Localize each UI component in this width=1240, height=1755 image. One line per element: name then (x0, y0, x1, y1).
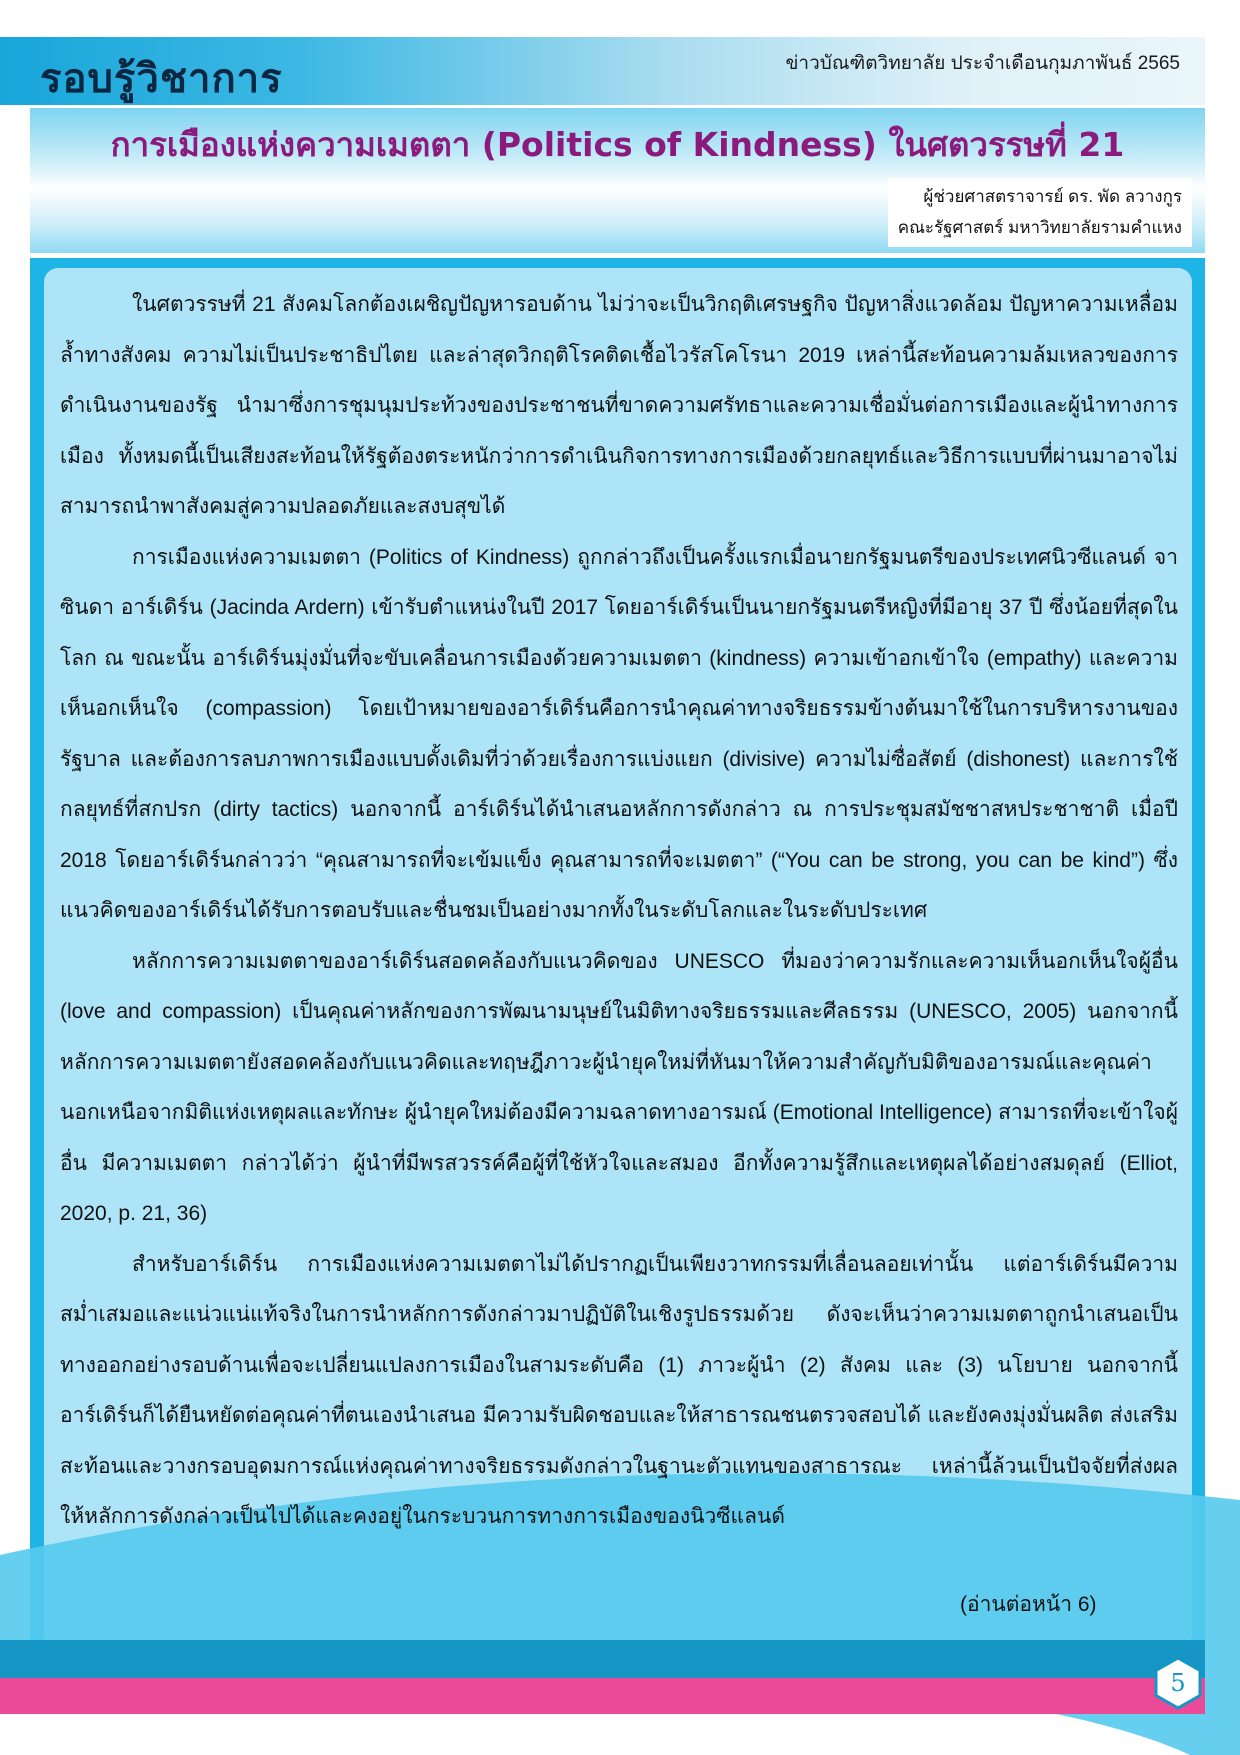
paragraph: ในศตวรรษที่ 21 สังคมโลกต้องเผชิญปัญหารอบด้าน ไม่ว่าจะเป็นวิกฤติเศรษฐกิจ ปัญหาสิ่งแวดล้อม ปัญหาความเหลื่อมล้ำทางสังคม ความไม่เป็นประชาธิปไตย และล่าสุดวิกฤติโรคติดเชื้อไวรัสโคโรนา 2019 เหล่านี้สะท้อนความล้มเหลวของการดำเนินงานของรัฐ นำมาซึ่งการชุมนุมประท้วงของประชาชนที่ขาดความศรัทธาและความเชื่อมั่นต่อการเมืองและผู้นำทางการเมือง ทั้งหมดนี้เป็นเสียงสะท้อนให้รัฐต้องตระหนักว่าการดำเนินกิจการทางการเมืองด้วยกลยุทธ์และวิธีการแบบที่ผ่านมาอาจไม่สามารถนำพาสังคมสู่ความปลอดภัยและสงบสุขได้ (60, 293, 1178, 518)
section-title: รอบรู้วิชาการ (40, 56, 283, 102)
continued-note[interactable]: (อ่านต่อหน้า 6) (960, 1593, 1097, 1616)
author-affiliation: คณะรัฐศาสตร์ มหาวิทยาลัยรามคำแหง (897, 218, 1182, 237)
footer-bar-cyan (0, 1640, 1205, 1678)
paragraph: สำหรับอาร์เดิร์น การเมืองแห่งความเมตตาไม่ได้ปรากฏเป็นเพียงวาทกรรมที่เลื่อนลอยเท่านั้น แต่อาร์เดิร์นมีความสม่ำเสมอและแน่วแน่แท้จริงในการนำหลักการดังกล่าวมาปฏิบัติในเชิงรูปธรรมด้วย ดังจะเห็นว่าความเมตตาถูกนำเสนอเป็นทางออกอย่างรอบด้านเพื่อจะเปลี่ยนแปลงการเมืองในสามระดับคือ (1) ภาวะผู้นำ (2) สังคม และ (3) นโยบาย นอกจากนี้ อาร์เดิร์นก็ได้ยืนหยัดต่อคุณค่าที่ตนเองนำเสนอ มีความรับผิดชอบและให้สาธารณชนตรวจสอบได้ และยังคงมุ่งมั่นผลิต ส่งเสริม สะท้อนและวางกรอบอุดมการณ์แห่งคุณค่าทางจริยธรรมดังกล่าวในฐานะตัวแทนของสาธารณะ เหล่านี้ล้วนเป็นปัจจัยที่ส่งผลให้หลักการดังกล่าวเป็นไปได้และคงอยู่ในกระบวนการทางการเมืองของนิวซีแลนด์ (60, 1252, 1178, 1528)
article-title: การเมืองแห่งความเมตตา (Politics of Kindness) ในศตวรรษที่ 21 (110, 125, 1125, 164)
author-name: ผู้ช่วยศาสตราจารย์ ดร. พัด ลวางกูร (923, 187, 1182, 206)
article-body (60, 280, 1178, 1543)
footer-bar-pink (0, 1678, 1205, 1714)
page-number: 5 (1170, 1669, 1186, 1697)
paragraph: หลักการความเมตตาของอาร์เดิร์นสอดคล้องกับแนวคิดของ UNESCO ที่มองว่าความรักและความเห็นอกเห็นใจผู้อื่น (love and compassion) เป็นคุณค่าหลักของการพัฒนามนุษย์ในมิติทางจริยธรรมและศีลธรรม (UNESCO, 2005) นอกจากนี้ หลักการความเมตตายังสอดคล้องกับแนวคิดและทฤษฎีภาวะผู้นำยุคใหม่ที่หันมาให้ความสำคัญกับมิติของอารมณ์และคุณค่านอกเหนือจากมิติแห่งเหตุผลและทักษะ ผู้นำยุคใหม่ต้องมีความฉลาดทางอารมณ์ (Emotional Intelligence) สามารถที่จะเข้าใจผู้อื่น มีความเมตตา กล่าวได้ว่า ผู้นำที่มีพรสวรรค์คือผู้ที่ใช้หัวใจและสมอง อีกทั้งความรู้สึกและเหตุผลได้อย่างสมดุลย์ (Elliot, 2020, p. 21, 36) (60, 949, 1178, 1225)
page-number-badge (1150, 1655, 1206, 1711)
paragraph: การเมืองแห่งความเมตตา (Politics of Kindness) ถูกกล่าวถึงเป็นครั้งแรกเมื่อนายกรัฐมนตรีของประเทศนิวซีแลนด์ จาซินดา อาร์เดิร์น (Jacinda Ardern) เข้ารับตำแหน่งในปี 2017 โดยอาร์เดิร์นเป็นนายกรัฐมนตรีหญิงที่มีอายุ 37 ปี ซึ่งน้อยที่สุดในโลก ณ ขณะนั้น อาร์เดิร์นมุ่งมั่นที่จะขับเคลื่อนการเมืองด้วยความเมตตา (kindness) ความเข้าอกเข้าใจ (empathy) และความเห็นอกเห็นใจ (compassion) โดยเป้าหมายของอาร์เดิร์นคือการนำคุณค่าทางจริยธรรมข้างต้นมาใช้ในการบริหารงานของรัฐบาล และต้องการลบภาพการเมืองแบบดั้งเดิมที่ว่าด้วยเรื่องการแบ่งแยก (divisive) ความไม่ซื่อสัตย์ (dishonest) และการใช้กลยุทธ์ที่สกปรก (dirty tactics) นอกจากนี้ อาร์เดิร์นได้นำเสนอหลักการดังกล่าว ณ การประชุมสมัชชาสหประชาชาติ เมื่อปี 2018 โดยอาร์เดิร์นกล่าวว่า “คุณสามารถที่จะเข้มแข็ง คุณสามารถที่จะเมตตา” (“You can be strong, you can be kind”) ซึ่งแนวคิดของอาร์เดิร์นได้รับการตอบรับและชื่นชมเป็นอย่างมากทั้งในระดับโลกและในระดับประเทศ (60, 545, 1178, 922)
newsletter-issue: ข่าวบัณฑิตวิทยาลัย ประจำเดือนกุมภาพันธ์ 2565 (785, 53, 1180, 74)
